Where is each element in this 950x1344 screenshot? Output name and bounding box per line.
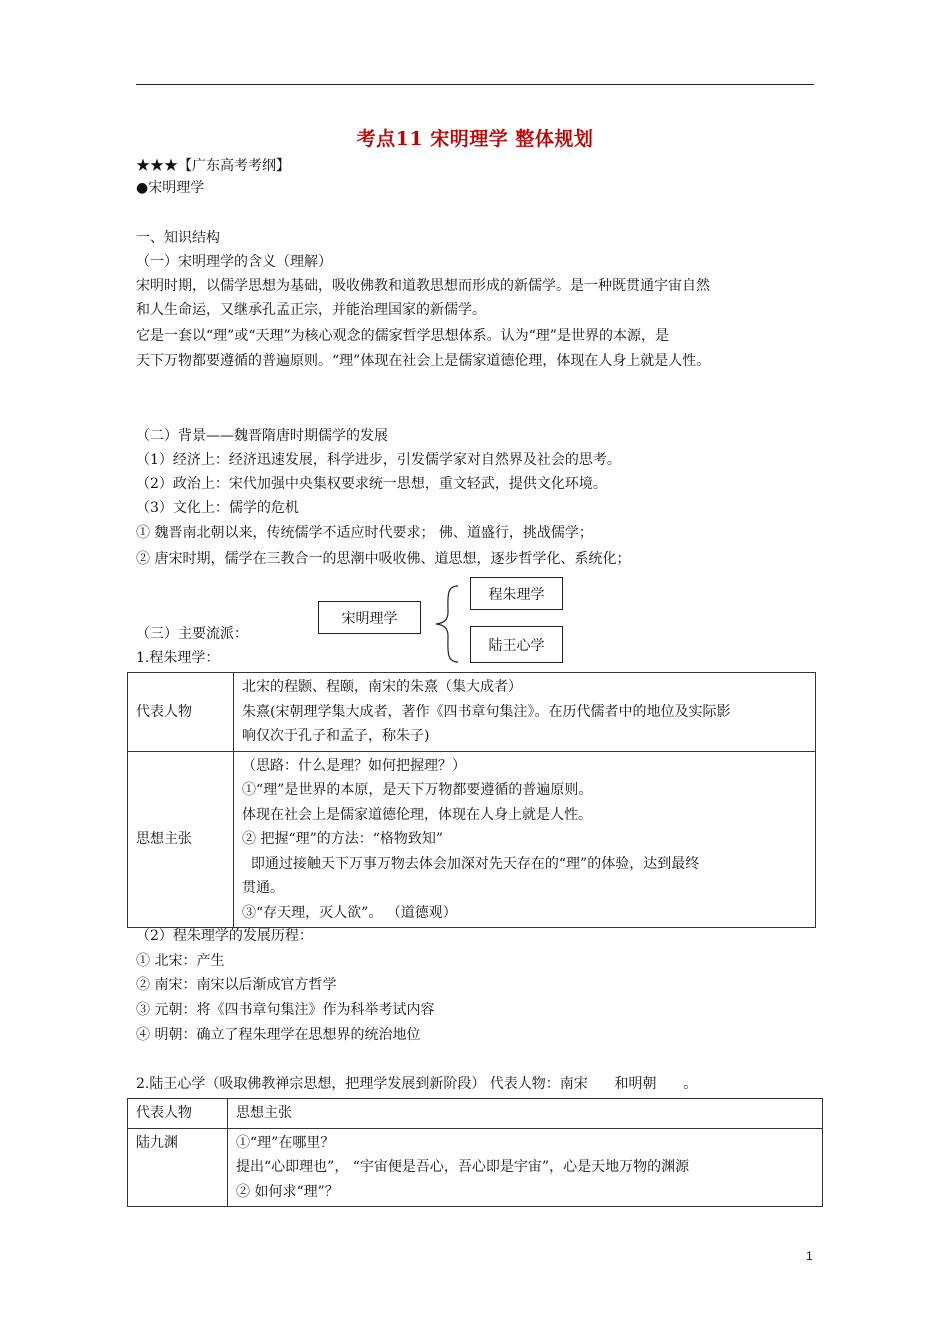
- paragraph-line: 宋明时期，以儒学思想为基础，吸收佛教和道教思想而形成的新儒学。是一种既贯通宇宙自然: [136, 278, 710, 294]
- luwang-table: [127, 1098, 823, 1207]
- section-heading-knowledge: 一、知识结构: [136, 230, 220, 246]
- background-item: （3）文化上：儒学的危机: [136, 500, 299, 516]
- diagram-branch-label: 程朱理学: [488, 586, 545, 603]
- table-header-cell: 思想主张: [228, 1099, 823, 1129]
- subheading-background: （二）背景——魏晋隋唐时期儒学的发展: [136, 428, 388, 444]
- table-cell-content: [228, 1128, 823, 1207]
- cell-line: 北宋的程颢、程颐，南宋的朱熹（集大成者）: [242, 679, 522, 695]
- cell-line: （思路：什么是理？如何把握理？）: [242, 757, 466, 774]
- exam-outline-line: ★★★【广东高考考纲】: [136, 158, 290, 174]
- background-item: （1）经济上：经济迅速发展，科学进步，引发儒学家对自然界及社会的思考。: [136, 452, 621, 468]
- development-item: ② 南宋：南宋以后渐成官方哲学: [136, 977, 337, 993]
- subheading-schools: （三）主要流派：: [136, 626, 248, 642]
- diagram-branch-box: [470, 626, 563, 663]
- diagram-branch-box: [470, 577, 563, 610]
- table-header-row: [128, 1099, 823, 1129]
- cell-line: ③“存天理，灭人欲”。 （道德观）: [242, 904, 457, 921]
- diagram-branch-label: 陆王心学: [488, 637, 545, 654]
- heading-chengzhu-development: （2）程朱理学的发展历程：: [136, 928, 313, 944]
- cell-line: 即通过接触天下万事万物去体会加深对先天存在的“理”的体验，达到最终: [242, 855, 700, 872]
- subheading-meaning: （一）宋明理学的含义（理解）: [136, 254, 332, 270]
- table-cell-label: 陆九渊: [128, 1128, 228, 1207]
- cell-line: ② 把握“理”的方法：“格物致知”: [242, 831, 444, 847]
- background-item: ② 唐宋时期，儒学在三教合一的思潮中吸收佛、道思想，逐步哲学化、系统化；: [136, 551, 631, 567]
- table-row: [128, 751, 816, 928]
- development-item: ① 北宋：产生: [136, 953, 225, 969]
- table-cell-content: [234, 673, 816, 752]
- cell-line: ② 如何求“理”？: [236, 1183, 339, 1200]
- curly-brace-icon: [432, 584, 462, 664]
- table-header-cell: 代表人物: [128, 1099, 228, 1129]
- heading-luwang: 2.陆王心学（吸取佛教禅宗思想，把理学发展到新阶段） 代表人物：南宋 和明朝 。: [136, 1076, 698, 1092]
- background-item: ① 魏晋南北朝以来，传统儒学不适应时代要求； 佛、道盛行，挑战儒学；: [136, 525, 593, 541]
- page-number: 1: [806, 1249, 813, 1263]
- topic-bullet: ●宋明理学: [136, 180, 205, 196]
- diagram-root-box: [318, 601, 421, 634]
- chengzhu-table: [127, 672, 816, 928]
- table-cell-label: 代表人物: [128, 673, 234, 752]
- cell-line: 提出“心即理也”， “宇宙便是吾心，吾心即是宇宙”，心是天地万物的渊源: [236, 1159, 690, 1175]
- header-rule: [136, 84, 814, 85]
- cell-line: 贯通。: [242, 880, 284, 896]
- development-item: ③ 元朝：将《四书章句集注》作为科举考试内容: [136, 1002, 435, 1018]
- cell-line: 响仅次于孔子和孟子，称朱子): [242, 728, 430, 744]
- paragraph-line: 天下万物都要遵循的普遍原则。“理”体现在社会上是儒家道德伦理，体现在人身上就是人性。: [136, 353, 711, 369]
- cell-line: 体现在社会上是儒家道德伦理，体现在人身上就是人性。: [242, 806, 592, 823]
- paragraph-line: 和人生命运，又继承孔孟正宗，并能治理国家的新儒学。: [136, 302, 486, 318]
- page-title: 考点11 宋明理学 整体规划: [356, 128, 594, 150]
- cell-line: ①“理”是世界的本原，是天下万物都要遵循的普遍原则。: [242, 782, 593, 798]
- diagram-root-label: 宋明理学: [341, 610, 398, 627]
- table-cell-label: 思想主张: [128, 751, 234, 928]
- table-row: [128, 673, 816, 752]
- cell-line: ①“理”在哪里？: [236, 1134, 335, 1151]
- background-item: （2）政治上：宋代加强中央集权要求统一思想，重文轻武，提供文化环境。: [136, 476, 607, 492]
- heading-chengzhu: 1.程朱理学：: [136, 650, 220, 666]
- development-item: ④ 明朝：确立了程朱理学在思想界的统治地位: [136, 1027, 421, 1043]
- paragraph-line: 它是一套以“理”或“天理”为核心观念的儒家哲学思想体系。认为“理”是世界的本源，是: [136, 328, 669, 344]
- table-row: [128, 1128, 823, 1207]
- table-cell-content: [234, 751, 816, 928]
- cell-line: 朱熹(宋朝理学集大成者，著作《四书章句集注》。在历代儒者中的地位及实际影: [242, 703, 731, 720]
